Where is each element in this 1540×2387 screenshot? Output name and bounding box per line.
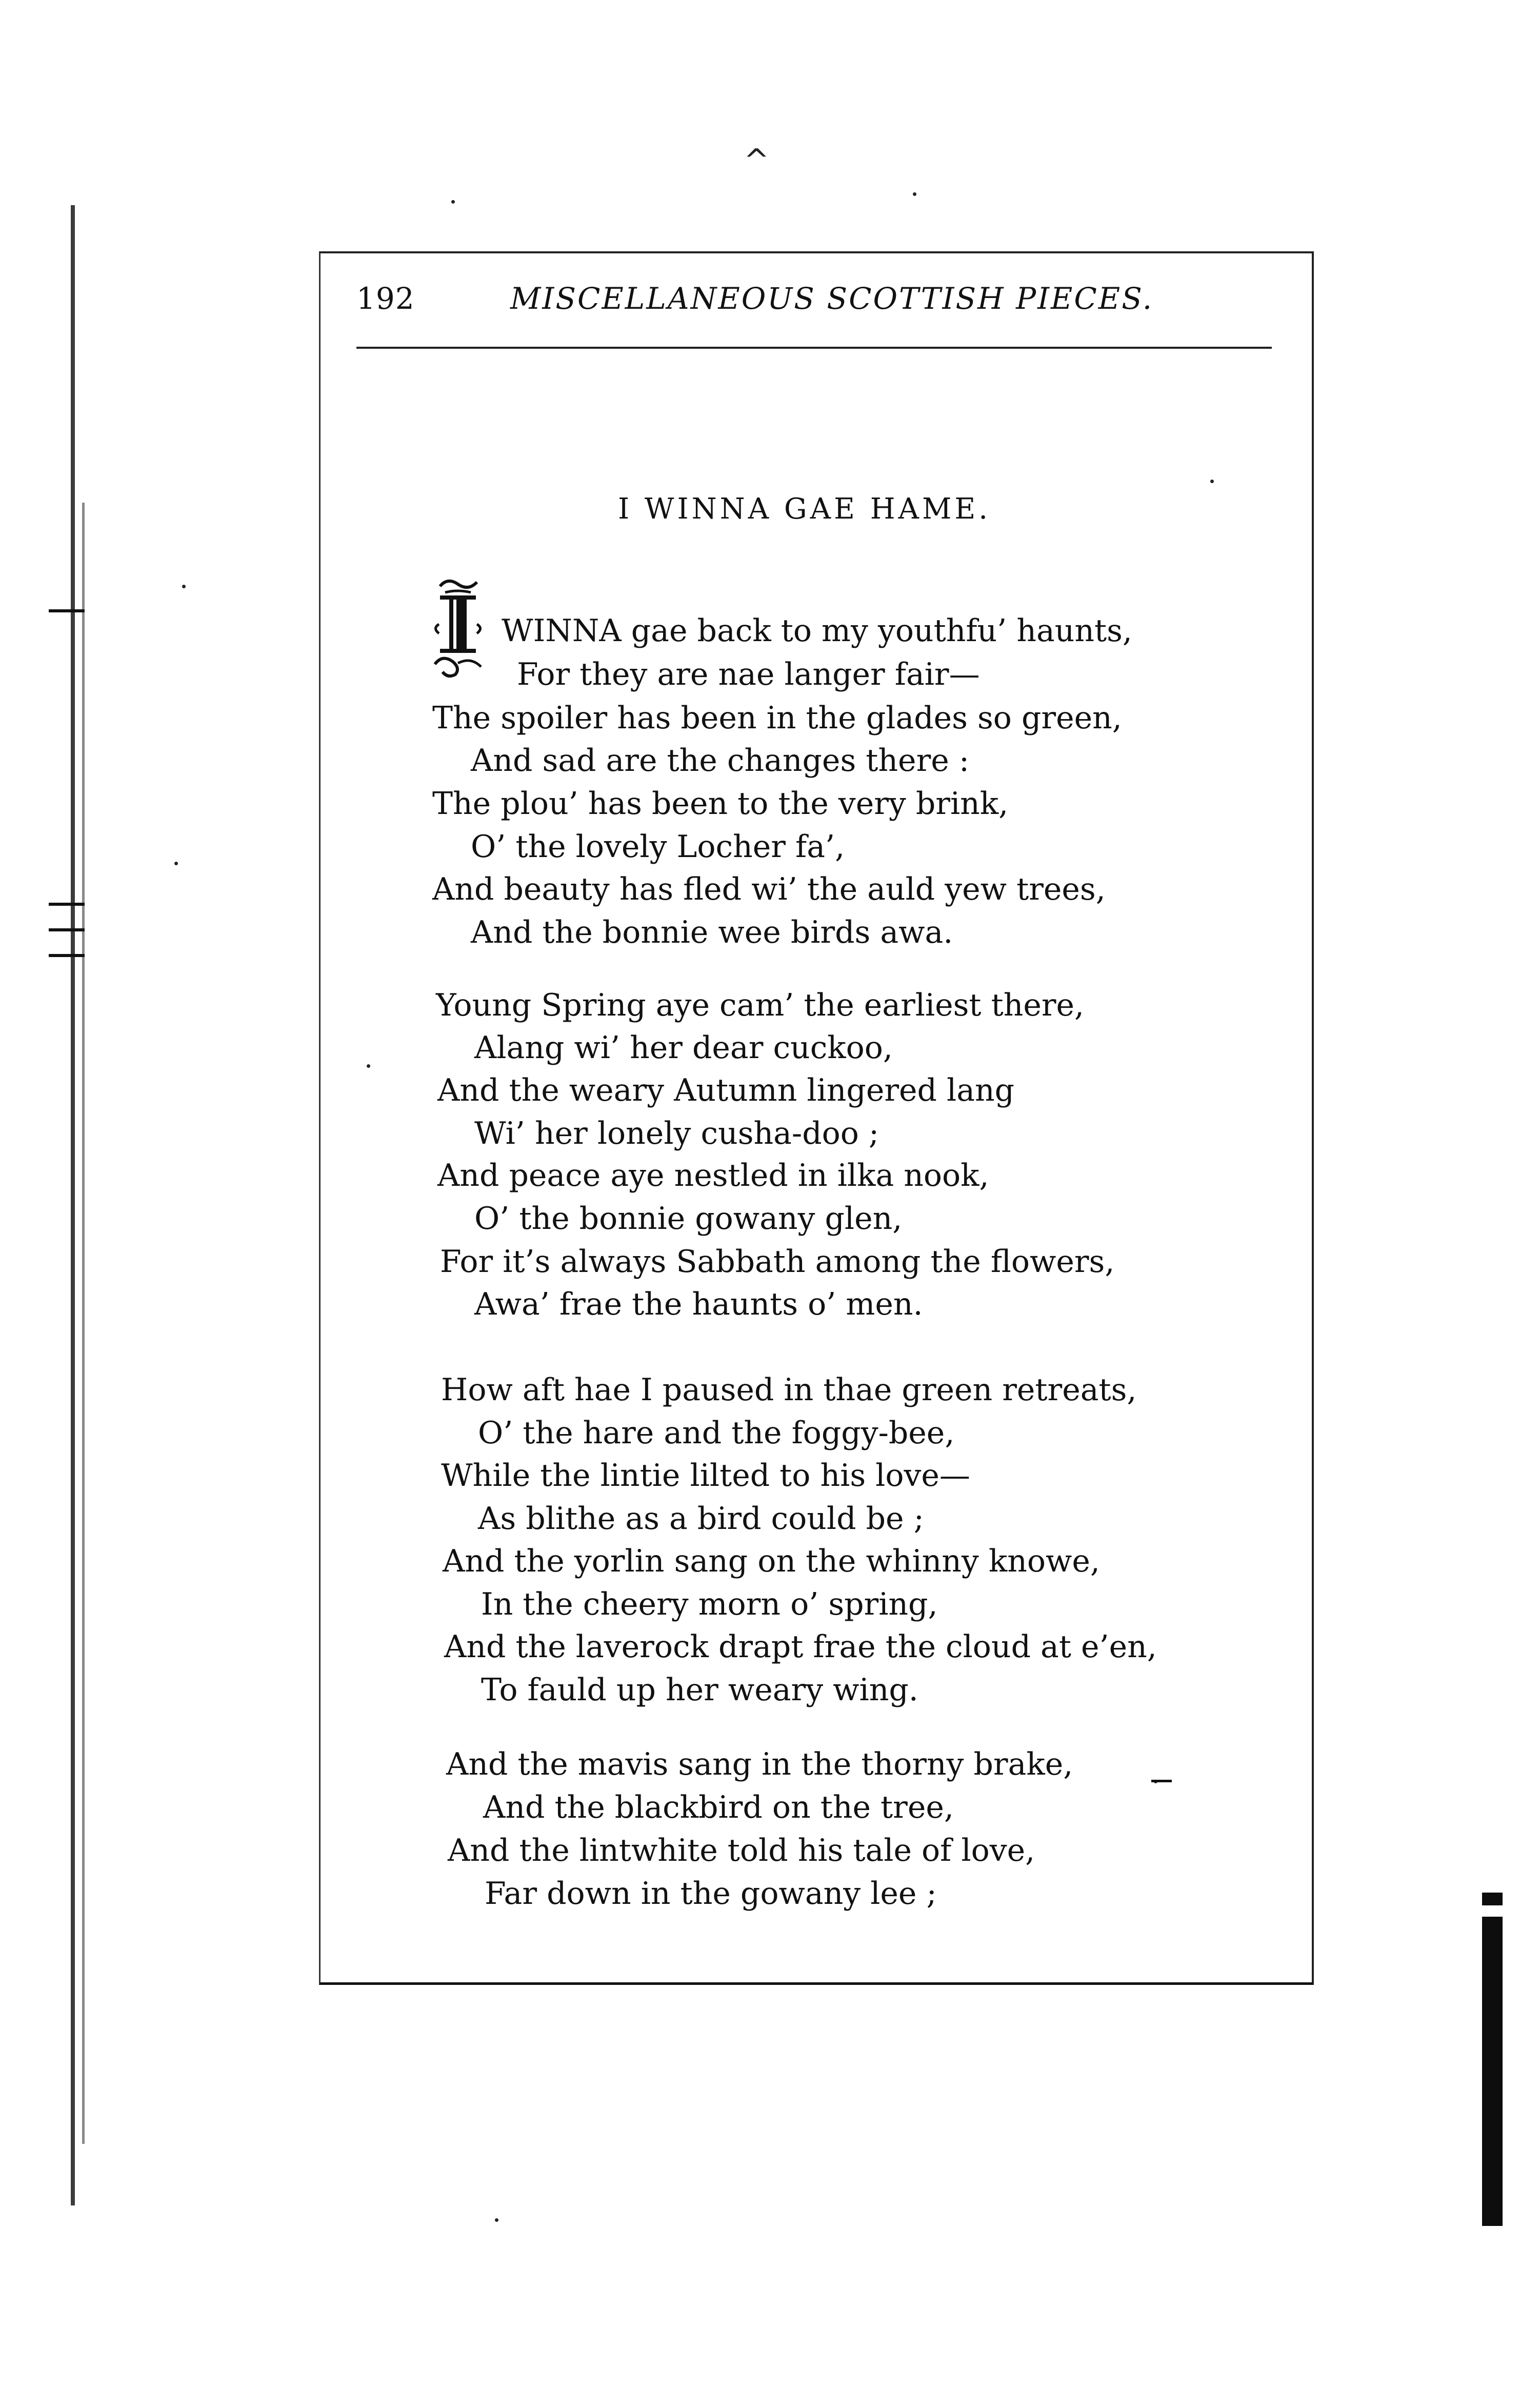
poem-line: And the yorlin sang on the whinny knowe,	[443, 1543, 1100, 1579]
poem-line: Alang wi’ her dear cuckoo,	[474, 1030, 893, 1066]
poem-line: Far down in the gowany lee ;	[485, 1876, 937, 1912]
scan-edge-artifact-right	[1482, 1893, 1503, 2226]
scan-tick-mark	[49, 928, 85, 931]
poem-line: And peace aye nestled in ilka nook,	[437, 1158, 989, 1194]
poem-line: While the lintie lilted to his love—	[441, 1458, 970, 1494]
poem-line: In the cheery morn o’ spring,	[481, 1586, 938, 1622]
poem-line: Young Spring aye cam’ the earliest there,	[436, 987, 1085, 1023]
poem-line: And the weary Autumn lingered lang	[437, 1072, 1015, 1108]
poem-line: And the blackbird on the tree,	[483, 1789, 954, 1825]
poem-line: To fauld up her weary wing.	[481, 1672, 918, 1708]
poem-line: O’ the hare and the foggy-bee,	[478, 1415, 955, 1451]
poem-line: The plou’ has been to the very brink,	[432, 786, 1009, 822]
poem-line: The spoiler has been in the glades so green,	[432, 700, 1122, 736]
scan-speck	[495, 2218, 498, 2222]
scan-tick-mark	[49, 903, 85, 906]
poem-line: As blithe as a bird could be ;	[478, 1501, 924, 1537]
scan-edge-artifact-left	[71, 205, 75, 2205]
poem-line: O’ the bonnie gowany glen,	[474, 1201, 903, 1237]
scan-speck	[451, 200, 455, 204]
poem-line: For it’s always Sabbath among the flowers,	[440, 1244, 1115, 1280]
scan-tick-mark	[49, 609, 85, 612]
poem-line: WINNA gae back to my youthfu’ haunts,	[502, 613, 1132, 649]
scan-edge-artifact-left-inner	[82, 503, 85, 2144]
poem-line: And beauty has fled wi’ the auld yew trees,	[432, 871, 1106, 907]
poem-line: For they are nae langer fair—	[517, 657, 980, 692]
poem-line: Wi’ her lonely cusha-doo ;	[474, 1116, 879, 1151]
poem-line: And the laverock drapt frae the cloud at e’en,	[444, 1629, 1157, 1665]
running-title: MISCELLANEOUS SCOTTISH PIECES.	[510, 281, 1154, 316]
drop-cap-ornament-icon	[430, 577, 486, 680]
caret-mark: ^	[744, 143, 770, 178]
drop-cap-ornament	[430, 577, 486, 680]
page-number: 192	[356, 281, 415, 316]
scan-speck	[913, 192, 916, 196]
poem-title: I WINNA GAE HAME.	[618, 492, 991, 526]
poem-line: And the bonnie wee birds awa.	[471, 914, 953, 950]
poem-line: And the lintwhite told his tale of love,	[448, 1833, 1035, 1868]
scan-edge-artifact-right-gap	[1482, 1905, 1503, 1917]
scan-dash-mark	[1151, 1780, 1172, 1782]
header-rule	[356, 347, 1272, 349]
poem-line: And the mavis sang in the thorny brake,	[446, 1746, 1073, 1782]
scan-speck	[182, 585, 186, 588]
poem-line: Awa’ frae the haunts o’ men.	[474, 1286, 923, 1322]
poem-line: O’ the lovely Locher fa’,	[471, 829, 845, 865]
running-head	[356, 281, 1272, 327]
poem-line: How aft hae I paused in thae green retreats,	[441, 1372, 1137, 1408]
scan-speck	[174, 862, 178, 865]
scan-tick-mark	[49, 954, 85, 957]
poem-line: And sad are the changes there :	[471, 743, 970, 779]
